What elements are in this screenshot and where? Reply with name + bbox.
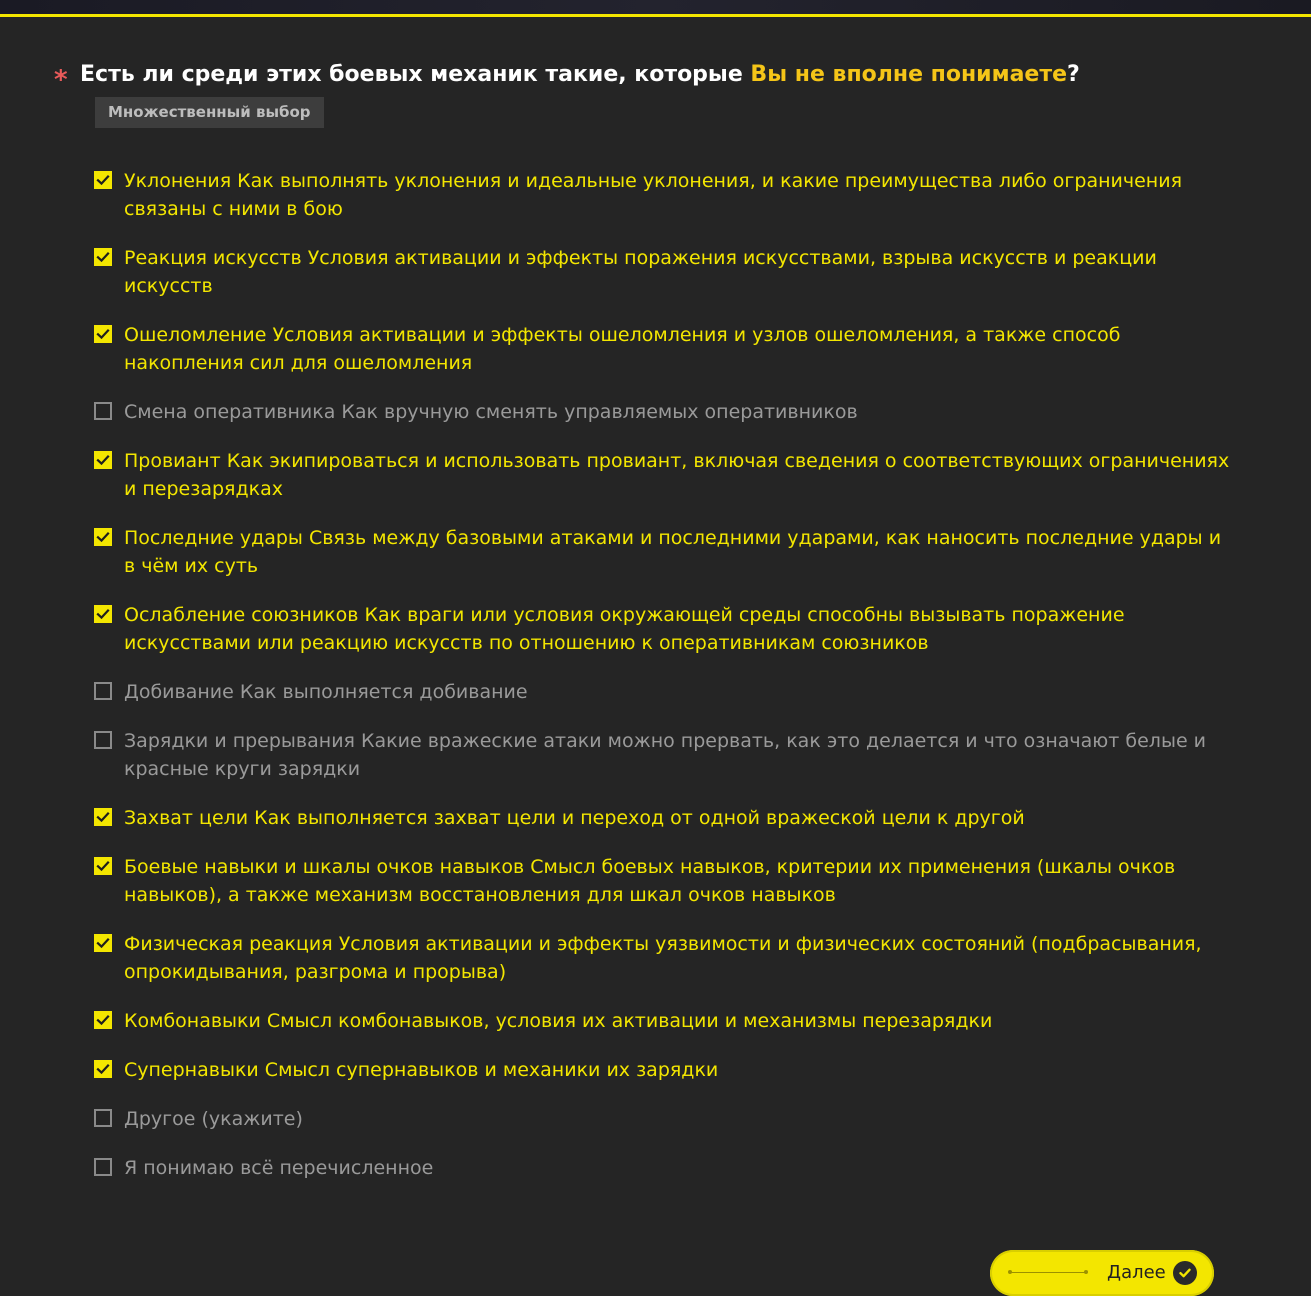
option-16[interactable] (94, 1154, 1234, 1182)
option-label: Зарядки и прерывания Какие вражеские атаки можно прервать, как это делается и что означают белые и красные круги зарядки (124, 730, 1207, 780)
option-label: Смена оперативника Как вручную сменять управляемых оперативников (124, 401, 858, 423)
checkbox[interactable] (94, 682, 112, 700)
checkmark-icon (96, 173, 110, 187)
checkbox[interactable] (94, 1158, 112, 1176)
question-title (80, 58, 1080, 92)
checkbox[interactable] (94, 451, 112, 469)
checkbox[interactable] (94, 248, 112, 266)
next-button-label: Далее (1107, 1262, 1166, 1283)
checkbox[interactable] (94, 1109, 112, 1127)
required-mark: * (54, 65, 68, 95)
option-10[interactable] (94, 804, 1234, 832)
option-11[interactable] (94, 853, 1234, 909)
option-label: Уклонения Как выполнять уклонения и идеальные уклонения, и какие преимущества либо ограничения связаны с ними в бою (124, 170, 1182, 220)
option-label: Супернавыки Смысл супернавыков и механики их зарядки (124, 1059, 719, 1081)
option-8[interactable] (94, 678, 1234, 706)
checkbox[interactable] (94, 1011, 112, 1029)
option-label: Реакция искусств Условия активации и эффекты поражения искусствами, взрыва искусств и реакции искусств (124, 247, 1157, 297)
question-text-before: Есть ли среди этих боевых механик такие, которые (80, 62, 751, 87)
option-label: Ошеломление Условия активации и эффекты ошеломления и узлов ошеломления, а также способ накопления сил для ошеломления (124, 324, 1121, 374)
option-2[interactable] (94, 244, 1234, 300)
option-label: Провиант Как экипироваться и использовать провиант, включая сведения о соответствующих ограничениях и перезарядках (124, 450, 1230, 500)
checkmark-icon (96, 810, 110, 824)
top-accent-line (0, 14, 1311, 17)
checkbox[interactable] (94, 1060, 112, 1078)
options-list (94, 167, 1234, 1203)
option-9[interactable] (94, 727, 1234, 783)
checkmark-icon (96, 530, 110, 544)
checkmark-icon (96, 1062, 110, 1076)
option-label: Ослабление союзников Как враги или условия окружающей среды способны вызывать поражение искусствами или реакцию искусств по отношению к оперативникам союзников (124, 604, 1125, 654)
option-1[interactable] (94, 167, 1234, 223)
question-header (54, 58, 1080, 102)
option-label: Захват цели Как выполняется захват цели и переход от одной вражеской цели к другой (124, 807, 1025, 829)
option-15[interactable] (94, 1105, 1234, 1133)
question-text-after: ? (1067, 62, 1080, 87)
checkbox[interactable] (94, 171, 112, 189)
next-button-decor-line (1010, 1272, 1086, 1273)
checkmark-icon (96, 250, 110, 264)
checkbox[interactable] (94, 857, 112, 875)
checkbox[interactable] (94, 605, 112, 623)
checkmark-icon (96, 859, 110, 873)
option-label: Комбонавыки Смысл комбонавыков, условия их активации и механизмы перезарядки (124, 1010, 993, 1032)
next-button[interactable] (990, 1250, 1214, 1296)
checkbox[interactable] (94, 934, 112, 952)
option-label: Последние удары Связь между базовыми атаками и последними ударами, как наносить последние удары и в чём их суть (124, 527, 1222, 577)
checkbox[interactable] (94, 325, 112, 343)
option-5[interactable] (94, 447, 1234, 503)
option-label: Другое (укажите) (124, 1108, 303, 1130)
checkmark-icon (96, 607, 110, 621)
checkbox[interactable] (94, 731, 112, 749)
checkmark-icon (96, 453, 110, 467)
option-label: Боевые навыки и шкалы очков навыков Смысл боевых навыков, критерии их применения (шкалы очков навыков), а также механизм восстановления для шкал очков навыков (124, 856, 1176, 906)
check-circle-icon (1173, 1261, 1197, 1285)
option-4[interactable] (94, 398, 1234, 426)
checkmark-icon (96, 936, 110, 950)
option-3[interactable] (94, 321, 1234, 377)
option-13[interactable] (94, 1007, 1234, 1035)
question-text-accent: Вы не вполне понимаете (750, 62, 1068, 87)
question-type-badge: Множественный выбор (95, 97, 324, 128)
option-label: Я понимаю всё перечисленное (124, 1157, 434, 1179)
option-7[interactable] (94, 601, 1234, 657)
next-button-decor-dot (1084, 1270, 1088, 1274)
checkbox[interactable] (94, 402, 112, 420)
checkmark-icon (96, 327, 110, 341)
option-14[interactable] (94, 1056, 1234, 1084)
checkbox[interactable] (94, 808, 112, 826)
next-button-decor-dot (1008, 1270, 1012, 1274)
option-label: Физическая реакция Условия активации и эффекты уязвимости и физических состояний (подбрасывания, опрокидывания, разгрома и прорыва) (124, 933, 1202, 983)
checkbox[interactable] (94, 528, 112, 546)
checkmark-icon (96, 1013, 110, 1027)
option-label: Добивание Как выполняется добивание (124, 681, 528, 703)
option-12[interactable] (94, 930, 1234, 986)
option-6[interactable] (94, 524, 1234, 580)
